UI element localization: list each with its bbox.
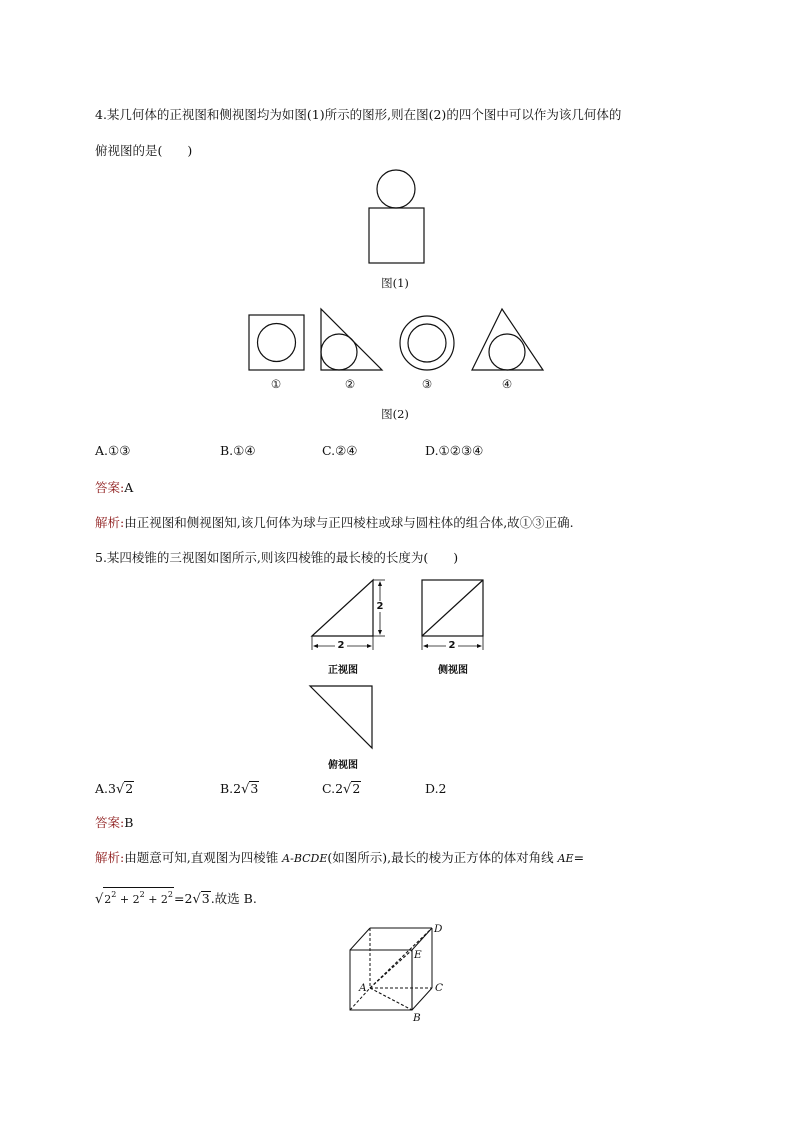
top-view-triangle bbox=[310, 686, 372, 748]
fig1-square bbox=[369, 208, 424, 263]
q4-figure-1 bbox=[360, 165, 430, 265]
q5-option-b: B.2√3 bbox=[220, 781, 259, 797]
q5-side-caption: 侧视图 bbox=[438, 665, 468, 676]
q5-option-c: C.2√2 bbox=[322, 781, 361, 797]
q5-option-d: D.2 bbox=[425, 781, 447, 796]
q4-fig2-label-3: ③ bbox=[421, 377, 433, 391]
formula-radicand: $2^2 + 2^2 + 2^2$ bbox=[103, 887, 174, 906]
cube-label-b: B bbox=[413, 1012, 421, 1024]
q4-option-c: C.②④ bbox=[322, 443, 358, 458]
front-view-triangle bbox=[312, 580, 373, 636]
q4-analysis-label: 解析: bbox=[95, 515, 125, 530]
pyramid-name: A-BCDE bbox=[282, 852, 328, 865]
q5-option-a: A.3√2 bbox=[95, 781, 134, 797]
q4-fig2-label-2: ② bbox=[344, 377, 356, 391]
fig2-option4-circle bbox=[489, 334, 525, 370]
q5-answer bbox=[95, 815, 133, 831]
q4-option-b: B.①④ bbox=[220, 443, 256, 458]
q4-answer-value: A bbox=[124, 480, 134, 495]
fig2-option3-inner-circle bbox=[408, 324, 446, 362]
q5-top-view bbox=[306, 682, 376, 752]
q5-stem: 5.某四棱锥的三视图如图所示,则该四棱锥的最长棱的长度为( ) bbox=[95, 550, 459, 565]
q5-analysis-label: 解析: bbox=[95, 850, 125, 865]
cube-label-d: D bbox=[434, 923, 443, 935]
q4-analysis bbox=[95, 515, 574, 531]
cube-label-c: C bbox=[435, 982, 444, 994]
cube-label-e: E bbox=[414, 949, 422, 961]
q4-option-d: D.①②③④ bbox=[425, 443, 484, 458]
sqrt-sign: √ bbox=[95, 892, 104, 907]
edge-ae bbox=[370, 950, 412, 988]
front-view-width-label: 2 bbox=[335, 640, 347, 651]
q4-answer bbox=[95, 480, 133, 496]
q5-analysis-line2: $√2^2 + 2^2 + 2^2=2√3$.故选 B. bbox=[95, 887, 257, 908]
fig2-option1-circle bbox=[258, 324, 296, 362]
q4-stem-line2: 俯视图的是( ) bbox=[95, 143, 193, 158]
q4-fig2-caption: 图(2) bbox=[381, 407, 409, 421]
q5-front-caption: 正视图 bbox=[328, 665, 358, 676]
fig2-option2-circle bbox=[321, 334, 357, 370]
q5-top-caption: 俯视图 bbox=[328, 760, 358, 771]
q5-front-view bbox=[305, 575, 390, 655]
q4-figure-2 bbox=[245, 306, 555, 376]
q5-answer-label: 答案: bbox=[95, 815, 125, 830]
q4-option-a: A.①③ bbox=[95, 443, 131, 458]
side-view-width-label: 2 bbox=[446, 640, 458, 651]
q4-fig1-caption: 图(1) bbox=[381, 276, 409, 290]
q4-fig2-label-1: ① bbox=[270, 377, 282, 391]
q4-analysis-text: 由正视图和侧视图知,该几何体为球与正四棱柱或球与圆柱体的组合体,故①③正确. bbox=[124, 515, 574, 530]
q4-stem-line1: 4.某几何体的正视图和侧视图均为如图(1)所示的图形,则在图(2)的四个图中可以作为该几何体的 bbox=[95, 107, 622, 122]
fig2-option4-triangle bbox=[472, 309, 543, 370]
q4-fig2-label-4: ④ bbox=[501, 377, 513, 391]
q5-analysis-line1: 解析:由题意可知,直观图为四棱锥 A-BCDE(如图所示),最长的棱为正方体的体对角线 AE= bbox=[95, 850, 585, 865]
side-view-diagonal bbox=[422, 580, 483, 636]
q4-answer-label: 答案: bbox=[95, 480, 125, 495]
front-view-height-label: 2 bbox=[374, 601, 386, 612]
fig1-sphere-circle bbox=[377, 170, 415, 208]
edge-name: AE bbox=[557, 852, 574, 865]
q5-answer-value: B bbox=[124, 815, 134, 830]
cube-label-a: A bbox=[359, 982, 367, 994]
edge-ab bbox=[370, 988, 412, 1010]
